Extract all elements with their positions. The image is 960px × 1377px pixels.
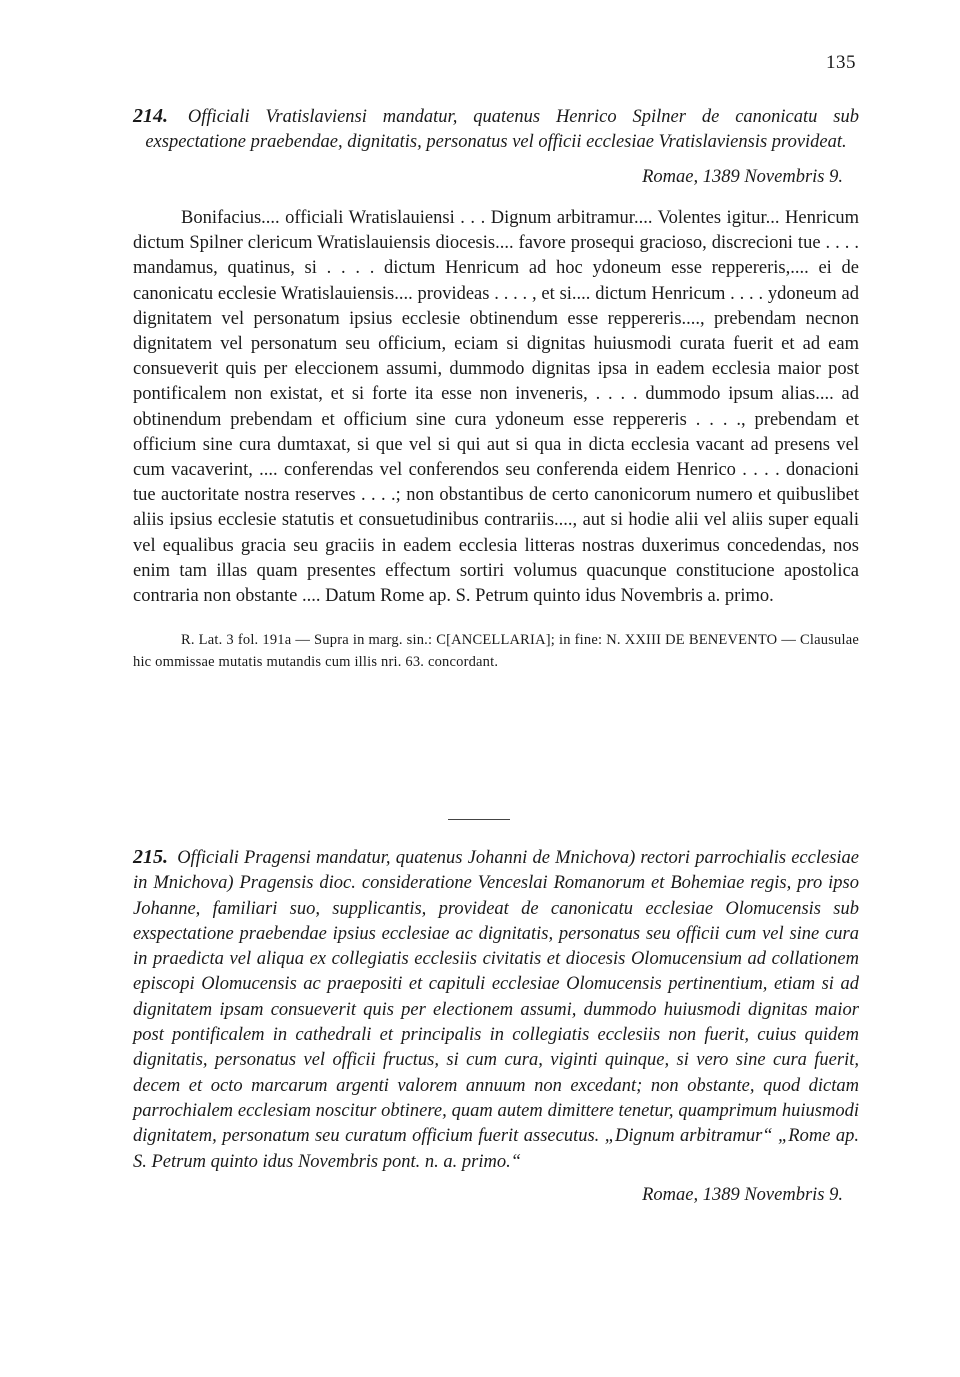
section-separator [448, 819, 510, 820]
entry-number: 214. [133, 105, 168, 127]
entry-number: 215. [133, 846, 168, 868]
page-number: 135 [826, 52, 856, 73]
entry-note: R. Lat. 3 fol. 191a — Supra in marg. sin.: C[ANCELLARIA]; in fine: N. XXIII DE BENEVENTO — Clausulae hic ommissae mutatis mutandis cum illis nri. 63. concordant. [133, 632, 859, 671]
entry-214 [133, 104, 859, 673]
entry-dateline: Romae, 1389 Novembris 9. [642, 167, 843, 187]
entry-summary [133, 104, 859, 155]
entry-summary-text: Officiali Pragensi mandatur, quatenus Johanni de Mnichova) rectori parrochialis ecclesiae in Mnichova) Pragensis dioc. consideratione Venceslai Romanorum et Bohemiae regis, pro ipso Johanne, familiari suo, supplicantis, provideat de canonicatu ecclesiae Olomucensis sub exspectatione praebendae ipsius ecclesiae ac dignitatis, personatus seu officii cum vel sine cura in praedicta vel aliqua ex collegiatis ecclesiis civitatis et diocesis Olomucensium ad collationem episcopi Olomucensis ac praepositi et capituli ecclesiae Olomucensis pertinentium, etiam si ad dignitatem ipsam consueverit quis per electionem assumi, dummodo huiusmodi dignitas maior post pontificalem in cathedrali et principalis in collegiatis ecclesiis non fuerit, cuius quidem dignitatis, personatus vel officii fructus, si cum cura, viginti quinque, si vero sine cura fuerit, decem et octo marcarum argenti valorem annuum non excedant; non obstante, quod dictam parrochialem ecclesiam noscitur obtinere, quam autem dimittere tenetur, quamprimum huiusmodi dignitatem, personatum seu curatum officium fuerit assecutus. „Dignum arbitramur“ „Rome ap. S. Petrum quinto idus Novembris pont. n. a. primo.“ [133, 848, 860, 1172]
entry-215 [133, 845, 859, 1208]
entry-summary-text: Officiali Vratislaviensi mandatur, quatenus Henrico Spilner de canonicatu sub exspectatione praebendae, dignitatis, personatus vel officii ecclesiae Vratislaviensis provideat. [145, 107, 860, 152]
entry-dateline: Romae, 1389 Novembris 9. [642, 1184, 843, 1205]
entry-summary [133, 845, 859, 1175]
entry-text: Bonifacius.... officiali Wratislauiensi . . . Dignum arbitramur.... Volentes igitur... Henricum dictum Spilner clericum Wratislauiensis diocesis.... favore prosequi gracioso, discrecioni tue . . . . mandamus, quatinus, si . . . . dictum Henricum ad hoc ydoneum esse reppereris,.... ei de canonicatu ecclesie Wratislauiensis.... provideas . . . . , et si.... dictum Henricum . . . . ydoneum ad dignitatem vel personatum ipsius ecclesie obtinendum esse reppereris...., prebendam necnon dignitatem vel personatum seu officium, eciam si dignitas huiusmodi curata fuerit et ad eam consueverit quis per eleccionem assumi, dummodo dignitas ipsa in eadem ecclesia maior post pontificalem non existat, et si forte ita esse non inveneris, . . . . dummodo ipsum alias.... ad obtinendum prebendam et officium sine cura ydoneum esse reppereris . . . ., prebendam et officium sine cura dumtaxat, si que vel si qui aut si qua in dicta ecclesia vacant ad presens vel cum vacaverint, .... conferendas vel conferendos seu conferenda eidem Henrico . . . . donacioni tue auctoritate nostra reserves . . . .; non obstantibus de certo canonicorum numero et quibuslibet aliis ipsius ecclesie statutis et consuetudinibus contrariis...., aut si hodie alii vel aliis super equali vel equalibus gracia seu graciis in eadem ecclesia litteras nostras duxerimus concedendas, nos enim tam illas quam presentes effectum sortiri volumus quacunque constitucione apostolica contraria non obstante .... Datum Rome ap. S. Petrum quinto idus Novembris a. primo. [133, 208, 859, 607]
